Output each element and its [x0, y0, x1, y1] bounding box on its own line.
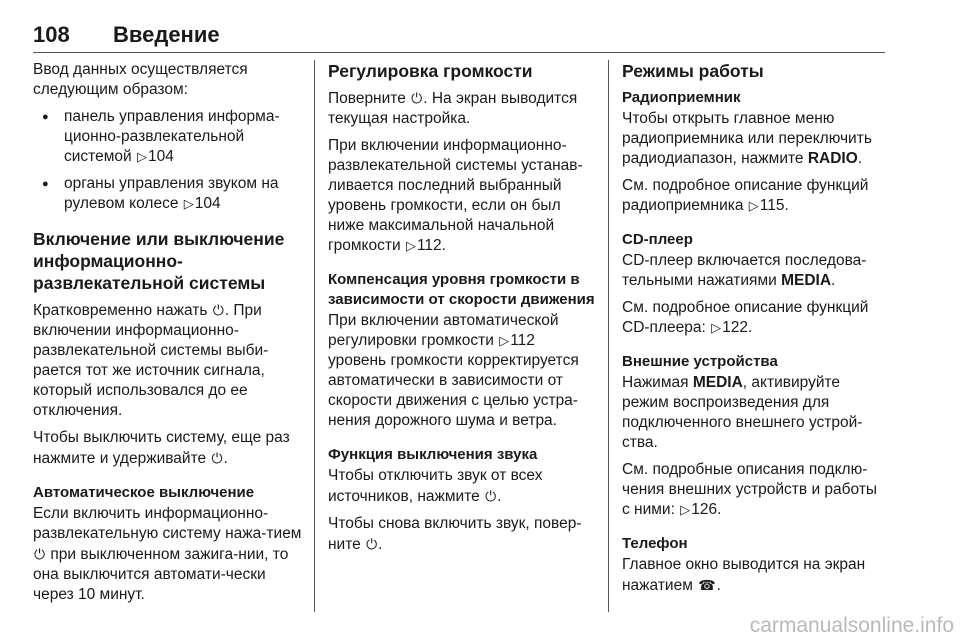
paragraph: Нажимая MEDIA, активируйте режим воспроизведения для подключенного внешнего устрой-ства.	[622, 374, 863, 451]
input-methods-list	[33, 107, 305, 214]
paragraph: При включении информационно-развлекательной системы устанав-ливается последний выбранный уровень громкости, если он был ниже максимальной начальной громкости ▷112.	[328, 137, 583, 254]
page-reference-arrow-icon: ▷	[711, 320, 722, 335]
page-title: Введение	[113, 22, 220, 47]
page-reference[interactable]: 126	[691, 501, 718, 518]
paragraph: Поверните ⏻. На экран выводится текущая настройка.	[328, 90, 578, 127]
page-reference[interactable]: 104	[194, 195, 221, 212]
subheading-speed-compensation: Компенсация уровня громкости в зависимости от скорости движения	[328, 271, 595, 308]
column-divider	[608, 60, 609, 612]
section-heading-onoff: Включение или выключение информационно-развлекательной системы	[33, 229, 285, 293]
column-right	[622, 60, 888, 603]
paragraph: Кратковременно нажать ⏻. При включении информационно-развлекательной системы выби-рается тот же источник сигнала, который использовался до ее отключения.	[33, 302, 269, 419]
page-reference[interactable]: 122	[722, 319, 748, 336]
page-reference-arrow-icon: ▷	[499, 333, 510, 348]
power-knob-icon: ⏻	[212, 302, 224, 318]
power-knob-icon: ⏻	[485, 488, 497, 504]
subheading-auto-off: Автоматическое выключение	[33, 484, 255, 501]
watermark: carmanualsonline.info	[749, 614, 954, 637]
page-reference[interactable]: 112	[416, 237, 442, 254]
subheading-mute: Функция выключения звука	[328, 446, 538, 463]
subheading-phone: Телефон	[622, 535, 688, 552]
column-middle	[328, 60, 596, 562]
intro-text: Ввод данных осуществляется следующим образом:	[33, 61, 248, 98]
media-button-label: MEDIA	[692, 374, 743, 391]
paragraph: См. подробное описание функций CD-плеера: ▷122.	[622, 299, 869, 336]
paragraph: См. подробные описания подклю-чения внешних устройств и работы с ними: ▷126.	[622, 461, 878, 518]
power-knob-icon: ⏻	[34, 546, 46, 562]
column-left	[33, 60, 305, 612]
page-reference[interactable]: 104	[147, 148, 174, 165]
page-reference-arrow-icon: ▷	[136, 149, 147, 164]
radio-button-label: RADIO	[807, 150, 858, 167]
power-knob-icon: ⏻	[211, 450, 223, 466]
section-heading-modes: Режимы работы	[622, 61, 764, 81]
media-button-label: MEDIA	[781, 272, 832, 289]
list-item: ● панель управления информа-ционно-развлекательной системой ▷104	[33, 107, 305, 167]
list-item: ● органы управления звуком на рулевом колесе ▷104	[33, 174, 305, 214]
subheading-external: Внешние устройства	[622, 353, 778, 370]
page-reference-arrow-icon: ▷	[680, 502, 691, 517]
paragraph: Чтобы выключить систему, еще раз нажмите и удерживайте ⏻.	[33, 429, 290, 467]
paragraph: Главное окно выводится на экран нажатием ☎.	[622, 556, 866, 594]
page-number: 108	[33, 22, 70, 47]
phone-icon: ☎	[698, 577, 716, 593]
page-reference-arrow-icon: ▷	[183, 196, 194, 211]
page-header	[33, 22, 885, 53]
power-knob-icon: ⏻	[411, 90, 423, 106]
paragraph: CD-плеер включается последова-тельными нажатиями MEDIA.	[622, 252, 867, 289]
section-heading-volume: Регулировка громкости	[328, 61, 533, 81]
column-divider	[314, 60, 315, 612]
paragraph: Чтобы отключить звук от всех источников, нажмите ⏻.	[328, 467, 543, 505]
page-reference[interactable]: 115	[759, 197, 785, 214]
paragraph: См. подробное описание функций радиоприемника ▷115.	[622, 177, 869, 214]
page-reference-arrow-icon: ▷	[405, 238, 416, 253]
power-knob-icon: ⏻	[366, 536, 378, 552]
page-reference[interactable]: 112	[510, 332, 535, 349]
paragraph: При включении автоматической регулировки громкости ▷112 уровень громкости корректируется автоматически в зависимости от скорости движения с целью устра-нения дорожного шума и ветра.	[328, 312, 579, 429]
paragraph: Чтобы открыть главное меню радиоприемника или переключить радиодиапазон, нажмите RADIO.	[622, 110, 872, 167]
subheading-radio: Радиоприемник	[622, 89, 741, 106]
paragraph: Если включить информационно-развлекательную систему нажа-тием ⏻ при выключенном зажига-нии, то она выключится автомати-чески через 10 минут.	[33, 505, 302, 603]
subheading-cd: CD-плеер	[622, 231, 693, 248]
page-reference-arrow-icon: ▷	[748, 198, 759, 213]
paragraph: Чтобы снова включить звук, повер-ните ⏻.	[328, 515, 582, 553]
